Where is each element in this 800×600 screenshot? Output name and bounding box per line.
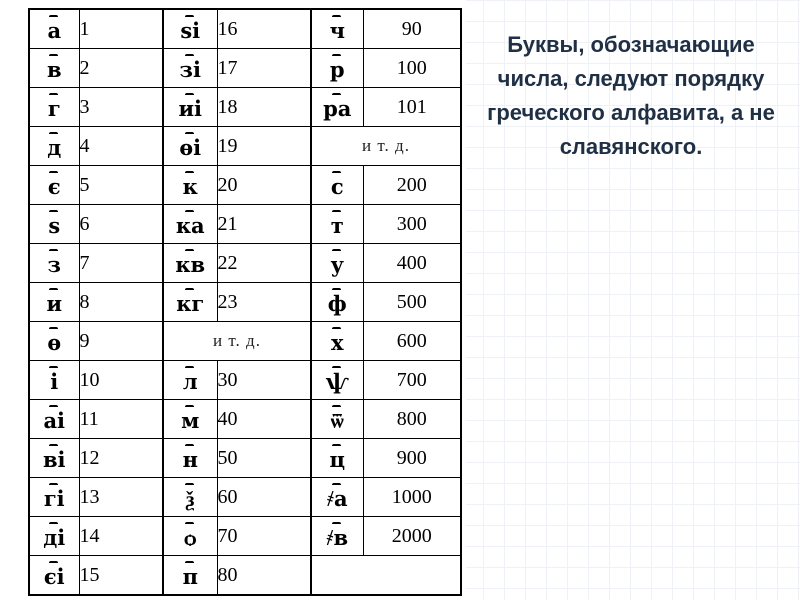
numeral-letter: ҂в — [326, 524, 349, 550]
numeral-value: 12 — [79, 439, 163, 478]
numeral-glyph-cell — [29, 439, 79, 478]
table-row — [29, 166, 461, 205]
numeral-value: 21 — [217, 205, 311, 244]
numeral-letter: с — [330, 173, 344, 199]
numeral-value: 11 — [79, 400, 163, 439]
numeral-letter: ѯ — [186, 485, 195, 511]
numeral-value: 19 — [217, 127, 311, 166]
numeral-letter: к — [182, 173, 198, 199]
etc-label: и т. д. — [163, 322, 311, 361]
numeral-letter: зі — [179, 56, 201, 82]
numeral-letter: єі — [43, 563, 65, 589]
numeral-value: 13 — [79, 478, 163, 517]
table-row — [29, 283, 461, 322]
numeral-glyph-cell — [163, 478, 217, 517]
table-row — [29, 361, 461, 400]
numeral-letter: н — [182, 446, 198, 472]
table-row — [29, 49, 461, 88]
numeral-letter: ѕ — [48, 212, 61, 238]
numeral-letter: л — [182, 368, 198, 394]
numeral-value: 700 — [363, 361, 461, 400]
numeral-value: 1 — [79, 9, 163, 49]
numeral-letter: ф — [327, 290, 347, 316]
numeral-value: 20 — [217, 166, 311, 205]
numeral-glyph-cell — [163, 9, 217, 49]
numeral-letter: ра — [323, 95, 352, 121]
numeral-glyph-cell — [163, 205, 217, 244]
numeral-value: 900 — [363, 439, 461, 478]
numeral-glyph-cell — [29, 283, 79, 322]
numeral-glyph-cell — [29, 400, 79, 439]
numeral-letter: ҂а — [326, 485, 348, 511]
numeral-glyph-cell — [29, 205, 79, 244]
numeral-glyph-cell — [29, 517, 79, 556]
numeral-table — [28, 8, 462, 596]
numeral-glyph-cell — [311, 49, 363, 88]
numeral-value: 400 — [363, 244, 461, 283]
numeral-value: 10 — [79, 361, 163, 400]
numeral-letter: є — [47, 173, 61, 199]
numeral-value: 100 — [363, 49, 461, 88]
numeral-glyph-cell — [163, 361, 217, 400]
numeral-glyph-cell — [311, 478, 363, 517]
numeral-glyph-cell — [163, 439, 217, 478]
numeral-glyph-cell — [29, 49, 79, 88]
numeral-glyph-cell — [311, 244, 363, 283]
numeral-value: 101 — [363, 88, 461, 127]
numeral-glyph-cell — [311, 283, 363, 322]
numeral-letter: ѿ — [330, 407, 344, 433]
numeral-glyph-cell — [29, 322, 79, 361]
table-row — [29, 9, 461, 49]
numeral-letter: ка — [175, 212, 205, 238]
numeral-letter: т — [330, 212, 344, 238]
numeral-value: 5 — [79, 166, 163, 205]
numeral-letter: з — [47, 251, 61, 277]
numeral-value: 40 — [217, 400, 311, 439]
numeral-glyph-cell — [311, 361, 363, 400]
numeral-glyph-cell — [29, 88, 79, 127]
numeral-glyph-cell — [163, 556, 217, 596]
numeral-letter: п — [182, 563, 198, 589]
numeral-value: 2000 — [363, 517, 461, 556]
numeral-value: 800 — [363, 400, 461, 439]
numeral-value: 9 — [79, 322, 163, 361]
etc-label: и т. д. — [311, 127, 461, 166]
table-row — [29, 322, 461, 361]
numeral-value: 600 — [363, 322, 461, 361]
numeral-glyph-cell — [311, 205, 363, 244]
table-row — [29, 127, 461, 166]
table-row — [29, 244, 461, 283]
numeral-value: 2 — [79, 49, 163, 88]
numeral-letter: х — [330, 329, 344, 355]
numeral-glyph-cell — [311, 439, 363, 478]
numeral-value: 6 — [79, 205, 163, 244]
numeral-glyph-cell — [29, 361, 79, 400]
numeral-glyph-cell — [311, 166, 363, 205]
numeral-glyph-cell — [163, 49, 217, 88]
numeral-glyph-cell — [29, 244, 79, 283]
numeral-value: 8 — [79, 283, 163, 322]
numeral-value: 7 — [79, 244, 163, 283]
numeral-value: 18 — [217, 88, 311, 127]
numeral-value: 15 — [79, 556, 163, 596]
numeral-value: 14 — [79, 517, 163, 556]
numeral-glyph-cell — [163, 517, 217, 556]
numeral-letter: ві — [42, 446, 66, 472]
numeral-letter: ц — [329, 446, 345, 472]
numeral-letter: ѱ — [325, 368, 349, 394]
numeral-glyph-cell — [311, 322, 363, 361]
numeral-letter: кв — [175, 251, 206, 277]
numeral-glyph-cell — [311, 88, 363, 127]
numeral-glyph-cell — [311, 400, 363, 439]
numeral-glyph-cell — [163, 400, 217, 439]
numeral-glyph-cell — [311, 517, 363, 556]
numeral-letter: гі — [43, 485, 65, 511]
caption-text: Буквы, обозначающие числа, следуют порядку греческого алфавита, а не славянского. — [487, 32, 775, 159]
numeral-value: 70 — [217, 517, 311, 556]
numeral-glyph-cell — [29, 478, 79, 517]
table-row — [29, 439, 461, 478]
table-row — [29, 517, 461, 556]
table-row — [29, 88, 461, 127]
numeral-value: 3 — [79, 88, 163, 127]
numeral-glyph-cell — [163, 127, 217, 166]
numeral-letter: аі — [43, 407, 66, 433]
numeral-value: 22 — [217, 244, 311, 283]
numeral-value: 60 — [217, 478, 311, 517]
numeral-letter: в — [46, 56, 62, 82]
numeral-letter: кг — [176, 290, 205, 316]
numeral-letter: ѕі — [180, 17, 201, 43]
numeral-letter: ч — [329, 17, 345, 43]
table-row — [29, 556, 461, 596]
empty-cell — [311, 556, 461, 596]
numeral-letter: иі — [178, 95, 203, 121]
numeral-value: 50 — [217, 439, 311, 478]
numeral-value: 23 — [217, 283, 311, 322]
numeral-letter: р — [329, 56, 345, 82]
table-row — [29, 478, 461, 517]
numeral-value: 300 — [363, 205, 461, 244]
numeral-value: 500 — [363, 283, 461, 322]
numeral-value: 30 — [217, 361, 311, 400]
numeral-value: 1000 — [363, 478, 461, 517]
numeral-letter: м — [181, 407, 200, 433]
numeral-glyph-cell — [29, 127, 79, 166]
numeral-letter: і — [50, 368, 59, 394]
numeral-value: 80 — [217, 556, 311, 596]
numeral-glyph-cell — [29, 166, 79, 205]
numeral-letter: ѳ — [47, 329, 62, 355]
numeral-letter: ѳі — [179, 134, 202, 160]
numeral-glyph-cell — [163, 88, 217, 127]
table-row — [29, 400, 461, 439]
numeral-letter: у — [330, 251, 344, 277]
numeral-value: 200 — [363, 166, 461, 205]
numeral-glyph-cell — [163, 283, 217, 322]
numeral-value: 90 — [363, 9, 461, 49]
numeral-value: 17 — [217, 49, 311, 88]
numeral-glyph-cell — [311, 9, 363, 49]
table-row — [29, 205, 461, 244]
numeral-glyph-cell — [163, 166, 217, 205]
numeral-glyph-cell — [163, 244, 217, 283]
numeral-value: 16 — [217, 9, 311, 49]
numeral-glyph-cell — [29, 9, 79, 49]
numeral-letter: ді — [43, 524, 66, 550]
numeral-glyph-cell — [29, 556, 79, 596]
numeral-letter: г — [47, 95, 61, 121]
numeral-letter: а — [47, 17, 62, 43]
numeral-letter: ѻ — [184, 524, 197, 550]
numeral-letter: и — [46, 290, 63, 316]
numeral-letter: д — [47, 134, 62, 160]
numeral-value: 4 — [79, 127, 163, 166]
